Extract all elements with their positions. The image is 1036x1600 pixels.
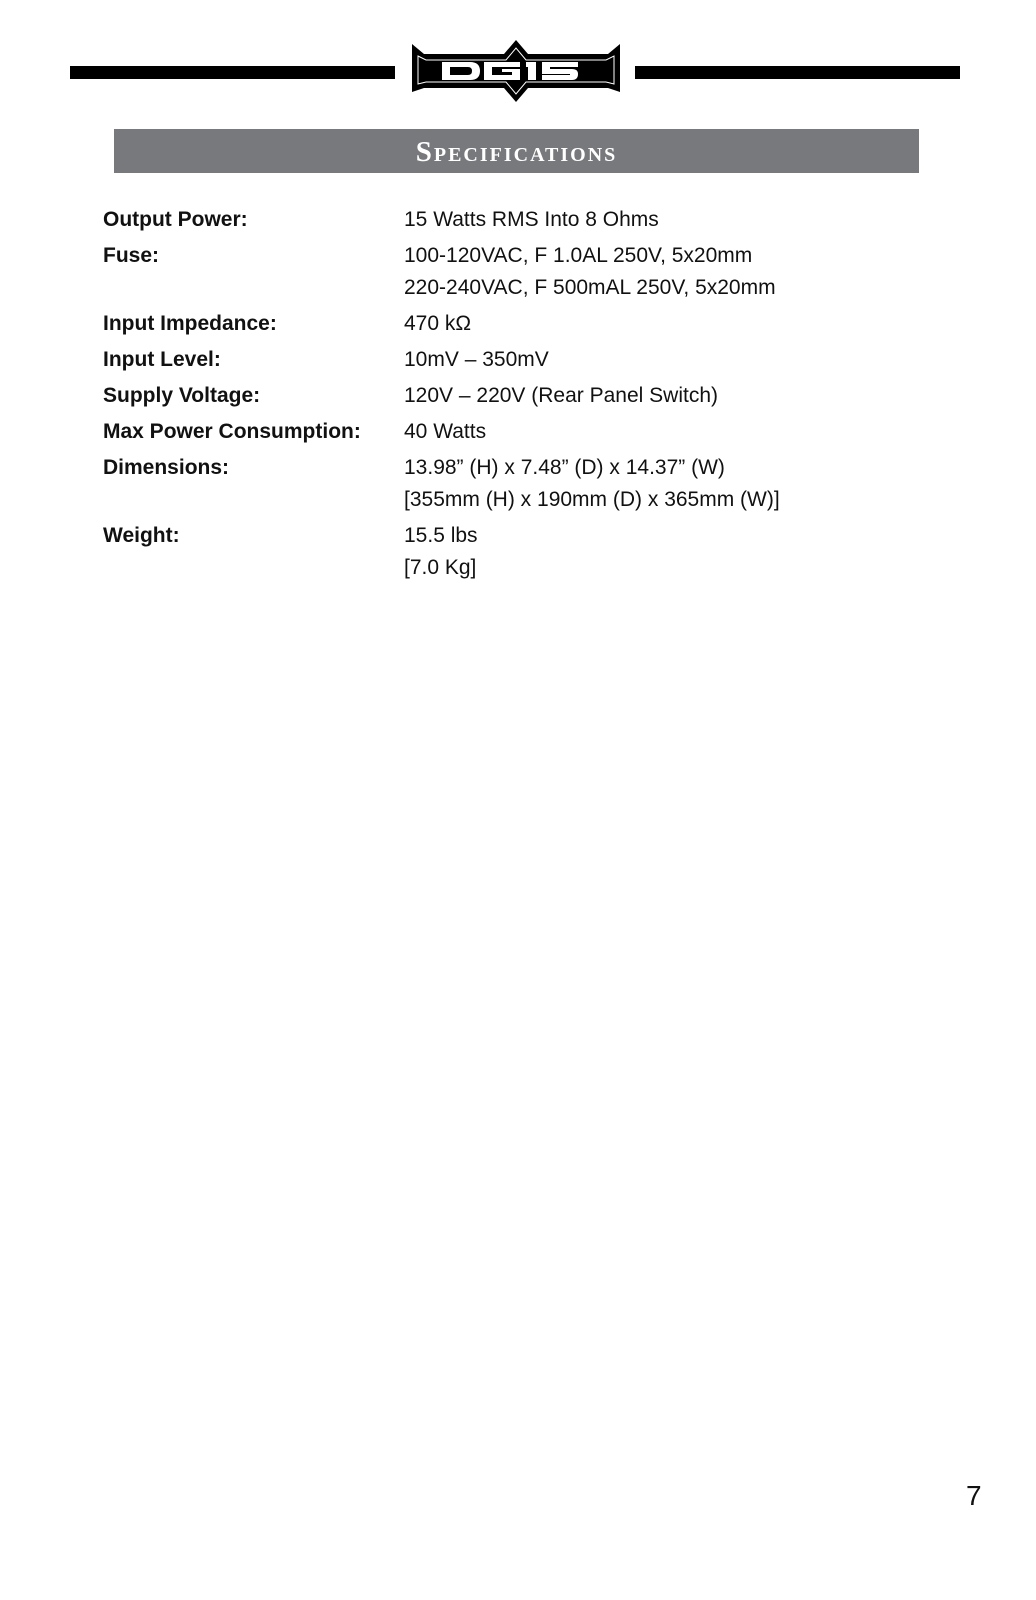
spec-label: Input Level: bbox=[103, 348, 221, 371]
spec-value: 120V – 220V (Rear Panel Switch) bbox=[404, 384, 719, 407]
spec-row bbox=[103, 520, 933, 584]
spec-label: Dimensions: bbox=[103, 456, 230, 479]
spec-value: [7.0 Kg] bbox=[404, 556, 477, 579]
spec-label: Input Impedance: bbox=[103, 312, 277, 335]
section-title-bar bbox=[114, 129, 919, 173]
spec-values bbox=[404, 452, 933, 516]
spec-values bbox=[404, 204, 933, 236]
spec-values bbox=[404, 416, 933, 448]
spec-values bbox=[404, 344, 933, 376]
spec-label: Supply Voltage: bbox=[103, 384, 261, 407]
page-header bbox=[0, 0, 1036, 110]
spec-value: 220-240VAC, F 500mAL 250V, 5x20mm bbox=[404, 276, 776, 299]
dg15-logo bbox=[412, 40, 620, 104]
spec-row bbox=[103, 452, 933, 516]
spec-values bbox=[404, 240, 933, 304]
spec-label: Max Power Consumption: bbox=[103, 420, 361, 443]
spec-values bbox=[404, 308, 933, 340]
spec-label: Output Power: bbox=[103, 208, 248, 231]
section-title: Specifications bbox=[415, 135, 618, 168]
spec-row bbox=[103, 380, 933, 412]
header-rule-right bbox=[635, 66, 960, 79]
spec-row bbox=[103, 308, 933, 340]
spec-row bbox=[103, 204, 933, 236]
spec-value: 100-120VAC, F 1.0AL 250V, 5x20mm bbox=[404, 244, 753, 267]
spec-values bbox=[404, 380, 933, 412]
spec-value: 13.98” (H) x 7.48” (D) x 14.37” (W) bbox=[404, 456, 725, 479]
spec-value: 15 Watts RMS Into 8 Ohms bbox=[404, 208, 659, 231]
spec-value: 40 Watts bbox=[404, 420, 487, 443]
header-rule-left bbox=[70, 66, 395, 79]
spec-value: 10mV – 350mV bbox=[404, 348, 549, 371]
specifications-list bbox=[103, 204, 933, 588]
spec-label: Weight: bbox=[103, 524, 180, 547]
spec-value: 15.5 lbs bbox=[404, 524, 478, 547]
spec-row bbox=[103, 240, 933, 304]
spec-label: Fuse: bbox=[103, 244, 160, 267]
spec-row bbox=[103, 344, 933, 376]
spec-value: 470 kΩ bbox=[404, 312, 472, 335]
spec-values bbox=[404, 520, 933, 584]
spec-row bbox=[103, 416, 933, 448]
page-number: 7 bbox=[966, 1480, 982, 1511]
spec-value: [355mm (H) x 190mm (D) x 365mm (W)] bbox=[404, 488, 780, 511]
